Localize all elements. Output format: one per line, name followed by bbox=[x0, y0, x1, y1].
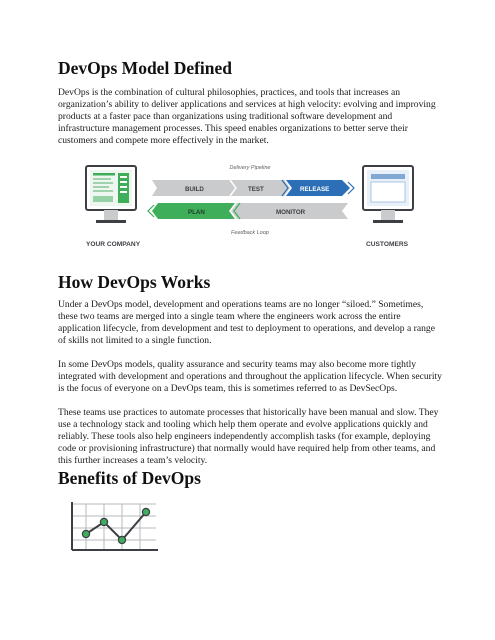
build-label: BUILD bbox=[185, 186, 204, 193]
paragraph-how-devops-works-3: These teams use practices to automate processes that historically have been manual and slow. They use a technology stack and tooling which help them operate and evolve applications quickly and reliably. These tools also help engineers independently accomplish tasks (for example, deploying code or provisioning infrastructure) that normally would have required help from other teams, and this further increases a team’s velocity. bbox=[58, 407, 439, 467]
customers-label: CUSTOMERS bbox=[366, 241, 409, 248]
customer-computer-icon bbox=[363, 166, 413, 223]
section-heading-devops-model: DevOps Model Defined bbox=[58, 58, 233, 78]
paragraph-how-devops-works-1: Under a DevOps model, development and operations teams are no longer “siloed.” Sometimes, these two teams are merged into a single team where the engineers work across the entire application lifecycle, from development and test to deployment to operations, and develop a range of skills not limited to a single function. bbox=[58, 299, 435, 347]
delivery-pipeline-label: Delivery Pipeline bbox=[229, 165, 271, 171]
delivery-pipeline-arrow bbox=[152, 180, 354, 196]
section-heading-how-devops-works: How DevOps Works bbox=[58, 272, 211, 292]
paragraph-devops-definition: DevOps is the combination of cultural philosophies, practices, and tools that increases an organization’s ability to deliver applications and services at high velocity: evolving and improving products at a faster pace than organizations using traditional software development and infrastructure management processes. This speed enables organizations to better serve their customers and compete more effectively in the market. bbox=[58, 87, 436, 147]
paragraph-how-devops-works-2: In some DevOps models, quality assurance and security teams may also become more tightly integrated with development and operations and throughout the application lifecycle. When security is the focus of everyone on a DevOps team, this is sometimes referred to as DevSecOps. bbox=[58, 359, 442, 395]
feedback-loop-arrow bbox=[148, 203, 348, 219]
release-label: RELEASE bbox=[300, 186, 330, 193]
monitor-label: MONITOR bbox=[276, 209, 306, 216]
company-computer-icon bbox=[86, 166, 136, 223]
devops-pipeline-diagram bbox=[80, 160, 420, 252]
test-label: TEST bbox=[248, 186, 264, 193]
your-company-label: YOUR COMPANY bbox=[86, 241, 141, 248]
growth-chart-icon bbox=[64, 500, 160, 556]
plan-label: PLAN bbox=[188, 209, 205, 216]
feedback-loop-label: Feedback Loop bbox=[231, 230, 269, 236]
section-heading-benefits-of-devops: Benefits of DevOps bbox=[58, 468, 201, 488]
